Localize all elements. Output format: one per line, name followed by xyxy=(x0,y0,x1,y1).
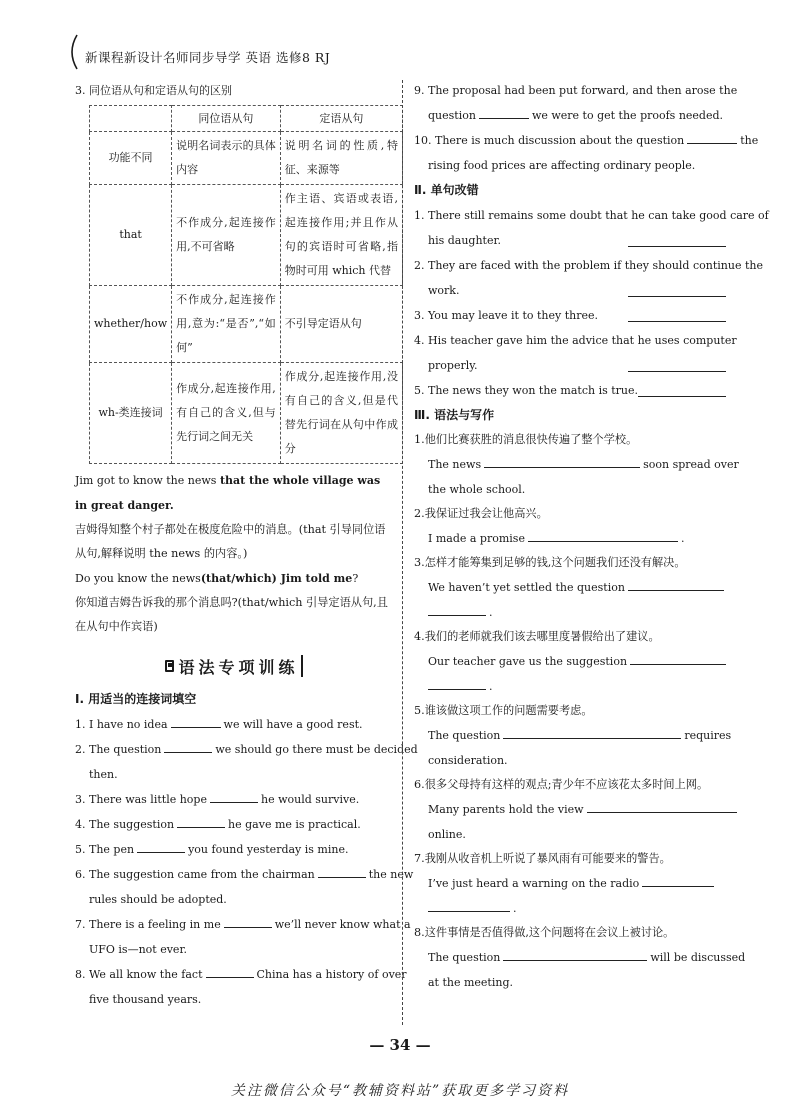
answer-blank[interactable] xyxy=(428,678,486,690)
banner-title: 语法专项训练 xyxy=(178,657,299,677)
writing-item-3-cn xyxy=(414,551,726,575)
item-number: 3. xyxy=(414,556,425,569)
fill-item-7 xyxy=(75,912,411,937)
writing-item-6-cn xyxy=(414,773,726,797)
item-number: 1. xyxy=(75,718,86,731)
table-cell: 作成分,起连接作用,没有自己的含义,但是代替先行词在从句中作成分 xyxy=(280,363,402,464)
item-text: the xyxy=(740,134,759,147)
item-text: 怎样才能筹集到足够的钱,这个问题我们还没有解决。 xyxy=(424,556,686,569)
answer-blank[interactable] xyxy=(503,727,681,739)
fill-item-6-cont: rules should be adopted. xyxy=(89,893,227,906)
section-3-title: Ⅲ. 语法与写作 xyxy=(414,408,495,422)
item-number: 5. xyxy=(414,704,425,717)
item-text: you found yesterday is mine. xyxy=(188,843,349,856)
writing-item-3-en xyxy=(414,575,726,600)
item-text: question xyxy=(428,109,476,122)
item-text: I have no idea xyxy=(89,718,168,731)
item-text: we will have a good rest. xyxy=(223,718,363,731)
answer-blank[interactable] xyxy=(503,949,647,961)
section-1-title: Ⅰ. 用适当的连接词填空 xyxy=(75,692,197,706)
writing-item-2-cn xyxy=(414,502,726,526)
answer-blank[interactable] xyxy=(630,653,726,665)
item-number: 8. xyxy=(75,968,86,981)
item-text: soon spread over xyxy=(643,458,739,471)
item-text: There is much discussion about the question xyxy=(435,134,685,147)
writing-item-7-en xyxy=(414,871,726,896)
item-text: We haven’t yet settled the question xyxy=(428,581,625,594)
answer-line[interactable] xyxy=(638,383,726,397)
table-col-header: 同位语从句 xyxy=(172,106,281,132)
answer-line[interactable] xyxy=(628,308,726,322)
item-number: 4. xyxy=(414,334,425,347)
item-text: Many parents hold the view xyxy=(428,803,584,816)
writing-item-2-en xyxy=(414,526,726,551)
item-text: His teacher gave him the advice that he uses computer xyxy=(428,334,737,347)
item-number: 2. xyxy=(414,259,425,272)
answer-blank[interactable] xyxy=(171,716,221,728)
fill-item-8-cont: five thousand years. xyxy=(89,993,202,1006)
fill-item-3 xyxy=(75,787,393,812)
writing-item-5-en xyxy=(414,723,732,748)
table-row xyxy=(90,132,403,185)
fill-item-8 xyxy=(75,962,407,987)
fill-item-2-cont: then. xyxy=(89,768,118,781)
writing-item-8-en xyxy=(414,945,746,970)
item-text: . xyxy=(513,902,517,915)
answer-blank[interactable] xyxy=(642,875,714,887)
section-2-title: Ⅱ. 单句改错 xyxy=(414,183,479,197)
item-text: The news xyxy=(428,458,482,471)
answer-line[interactable] xyxy=(628,233,726,247)
item-text: The pen xyxy=(89,843,135,856)
example-2-chinese: 你知道吉姆告诉我的那个消息吗?(that/which 引导定语从句,且在从句中作宾语) xyxy=(75,596,388,633)
column-divider xyxy=(402,80,403,1025)
table-row xyxy=(90,286,403,363)
item-number: 5. xyxy=(75,843,86,856)
item-number: 2. xyxy=(75,743,86,756)
answer-blank[interactable] xyxy=(206,966,254,978)
item-number: 8. xyxy=(414,926,425,939)
answer-blank[interactable] xyxy=(687,132,737,144)
item-text: 我们的老师就我们该去哪里度暑假给出了建议。 xyxy=(424,630,660,643)
item-text: They are faced with the problem if they should continue the xyxy=(428,259,763,272)
table-cell: 说明名词的性质,特征、来源等 xyxy=(280,132,402,185)
grammar-training-banner xyxy=(75,653,393,679)
item-number: 5. xyxy=(414,384,425,397)
running-head-title: 新课程新设计名师同步导学 英语 选修8 RJ xyxy=(85,50,331,65)
item-text: The question xyxy=(428,951,501,964)
item-text: his daughter. xyxy=(428,234,502,247)
item-text: China has a history of over xyxy=(256,968,407,981)
answer-blank[interactable] xyxy=(484,456,640,468)
writing-item-6-en xyxy=(414,797,726,822)
item-text: The question xyxy=(89,743,162,756)
answer-blank[interactable] xyxy=(164,741,212,753)
item-text: the new xyxy=(368,868,414,881)
item-number: 7. xyxy=(414,852,425,865)
table-corner-cell xyxy=(90,106,172,132)
item-number: 3. xyxy=(75,793,86,806)
footer-promo: 关注微信公众号“教辅资料站”获取更多学习资料 xyxy=(230,1083,570,1099)
correction-item-1-cont xyxy=(414,228,726,253)
correction-item-1 xyxy=(414,203,769,228)
item-text: we were to get the proofs needed. xyxy=(531,109,724,122)
item-text: Our teacher gave us the suggestion xyxy=(428,655,628,668)
item-text: 谁该做这项工作的问题需要考虑。 xyxy=(424,704,593,717)
banner-bar xyxy=(301,655,303,677)
item-text: will be discussed xyxy=(650,951,746,964)
item-number: 3. xyxy=(414,309,425,322)
correction-item-2 xyxy=(414,253,763,278)
table-cell: 不作成分,起连接作用,不可省略 xyxy=(172,185,281,286)
fill-item-9 xyxy=(414,78,738,103)
correction-item-4-cont xyxy=(414,353,726,378)
example-2-clause: (that/which) Jim told me xyxy=(200,572,353,585)
answer-blank[interactable] xyxy=(528,530,678,542)
table-row-label: wh-类连接词 xyxy=(90,363,172,464)
writing-item-3-cont xyxy=(414,600,726,625)
correction-item-5 xyxy=(414,378,726,403)
example-1-text: Jim got to know the news xyxy=(75,474,220,487)
item-text: 这件事情是否值得做,这个问题将在会议上被讨论。 xyxy=(424,926,675,939)
item-text: 我刚从收音机上听说了暴风雨有可能要来的警告。 xyxy=(424,852,671,865)
fill-item-9-cont xyxy=(414,103,726,128)
writing-item-4-cn xyxy=(414,625,726,649)
fill-item-5 xyxy=(75,837,393,862)
item-text: There still remains some doubt that he can take good care of xyxy=(428,209,769,222)
item-text: he would survive. xyxy=(260,793,360,806)
item-text: properly. xyxy=(428,359,478,372)
writing-item-1-en xyxy=(414,452,739,477)
item-text: we’ll never know what a xyxy=(274,918,411,931)
table-col-header: 定语从句 xyxy=(280,106,402,132)
example-1-english xyxy=(75,468,393,518)
item-text: I’ve just heard a warning on the radio xyxy=(428,877,640,890)
writing-item-4-cont xyxy=(414,674,726,699)
item-number: 4. xyxy=(414,630,425,643)
answer-blank[interactable] xyxy=(137,841,185,853)
item-text: We all know the fact xyxy=(89,968,203,981)
writing-item-4-en xyxy=(414,649,726,674)
item-number: 6. xyxy=(414,778,425,791)
item-text: There is a feeling in me xyxy=(89,918,221,931)
example-1-clause: that the whole village was in great danger. xyxy=(75,474,381,512)
writing-item-8-cn xyxy=(414,921,726,945)
item-text: The suggestion came from the chairman xyxy=(89,868,315,881)
fill-item-4 xyxy=(75,812,393,837)
answer-blank[interactable] xyxy=(628,579,724,591)
writing-item-5-cn xyxy=(414,699,726,723)
table-cell: 不引导定语从句 xyxy=(280,286,402,363)
page-number: — 34 — xyxy=(369,1036,431,1054)
answer-line[interactable] xyxy=(628,358,726,372)
bracket-ornament-icon xyxy=(63,34,85,70)
writing-item-7-cont xyxy=(414,896,726,921)
example-2-end: ? xyxy=(352,572,359,585)
right-column xyxy=(414,78,769,995)
answer-blank[interactable] xyxy=(587,801,737,813)
item-number: 1. xyxy=(414,433,425,446)
correction-item-3 xyxy=(414,303,726,328)
table-cell: 作成分,起连接作用,有自己的含义,但与先行词之间无关 xyxy=(172,363,281,464)
table-section-title: 3. 同位语从句和定语从句的区别 xyxy=(75,84,232,97)
answer-blank[interactable] xyxy=(479,107,529,119)
answer-blank[interactable] xyxy=(224,916,272,928)
table-header-row xyxy=(90,106,403,132)
fill-item-2 xyxy=(75,737,418,762)
table-row xyxy=(90,363,403,464)
item-text: The news they won the match is true. xyxy=(428,384,639,397)
item-text: work. xyxy=(428,284,460,297)
item-number: 2. xyxy=(414,507,425,520)
fill-item-7-cont: UFO is—not ever. xyxy=(89,943,187,956)
writing-item-1-cont: the whole school. xyxy=(428,483,526,496)
item-number: 7. xyxy=(75,918,86,931)
comparison-table xyxy=(89,105,403,464)
table-cell: 作主语、宾语或表语,起连接作用;并且作从句的宾语时可省略,指物时可用 which 代替 xyxy=(280,185,402,286)
table-cell: 不作成分,起连接作用,意为:“是否”,“如何” xyxy=(172,286,281,363)
item-text: requires xyxy=(684,729,732,742)
table-row-label: 功能不同 xyxy=(90,132,172,185)
item-text: 很多父母持有这样的观点;青少年不应该花太多时间上网。 xyxy=(424,778,709,791)
writing-item-8-cont: at the meeting. xyxy=(428,976,513,989)
writing-item-1-cn xyxy=(414,428,726,452)
item-text: I made a promise xyxy=(428,532,525,545)
answer-blank[interactable] xyxy=(428,900,510,912)
left-column xyxy=(75,78,418,1012)
item-text: . xyxy=(489,680,493,693)
fill-item-10-cont: rising food prices are affecting ordinary people. xyxy=(428,159,696,172)
fill-item-1 xyxy=(75,712,393,737)
table-cell: 说明名词表示的具体内容 xyxy=(172,132,281,185)
correction-item-2-cont xyxy=(414,278,726,303)
fill-item-10 xyxy=(414,128,759,153)
answer-blank[interactable] xyxy=(318,866,366,878)
item-number: 1. xyxy=(414,209,425,222)
item-text: 我保证过我会让他高兴。 xyxy=(424,507,548,520)
table-row-label: that xyxy=(90,185,172,286)
item-text: There was little hope xyxy=(89,793,207,806)
item-text: The proposal had been put forward, and then arose the xyxy=(428,84,738,97)
item-number: 6. xyxy=(75,868,86,881)
item-number: 4. xyxy=(75,818,86,831)
answer-blank[interactable] xyxy=(177,816,225,828)
answer-blank[interactable] xyxy=(428,604,486,616)
item-text: 他们比赛获胜的消息很快传遍了整个学校。 xyxy=(424,433,638,446)
table-row xyxy=(90,185,403,286)
fill-item-6 xyxy=(75,862,414,887)
writing-item-5-cont: consideration. xyxy=(428,754,508,767)
answer-line[interactable] xyxy=(628,283,726,297)
bookmark-icon xyxy=(165,660,174,672)
item-text: The question xyxy=(428,729,501,742)
item-text: . xyxy=(489,606,493,619)
item-text: The suggestion xyxy=(89,818,175,831)
answer-blank[interactable] xyxy=(210,791,258,803)
correction-item-4 xyxy=(414,328,737,353)
writing-item-7-cn xyxy=(414,847,726,871)
item-text: he gave me is practical. xyxy=(228,818,361,831)
item-text: we should go there must be decided xyxy=(215,743,418,756)
item-number: 10. xyxy=(414,134,432,147)
example-2-text: Do you know the news xyxy=(75,572,201,585)
item-text: . xyxy=(680,532,685,545)
example-2-english xyxy=(75,566,393,591)
writing-item-6-cont: online. xyxy=(428,828,466,841)
example-1-chinese: 吉姆得知整个村子都处在极度危险中的消息。(that 引导同位语从句,解释说明 the news 的内容。) xyxy=(75,523,386,560)
item-text: You may leave it to they three. xyxy=(428,309,598,322)
item-number: 9. xyxy=(414,84,425,97)
table-row-label: whether/how xyxy=(90,286,172,363)
